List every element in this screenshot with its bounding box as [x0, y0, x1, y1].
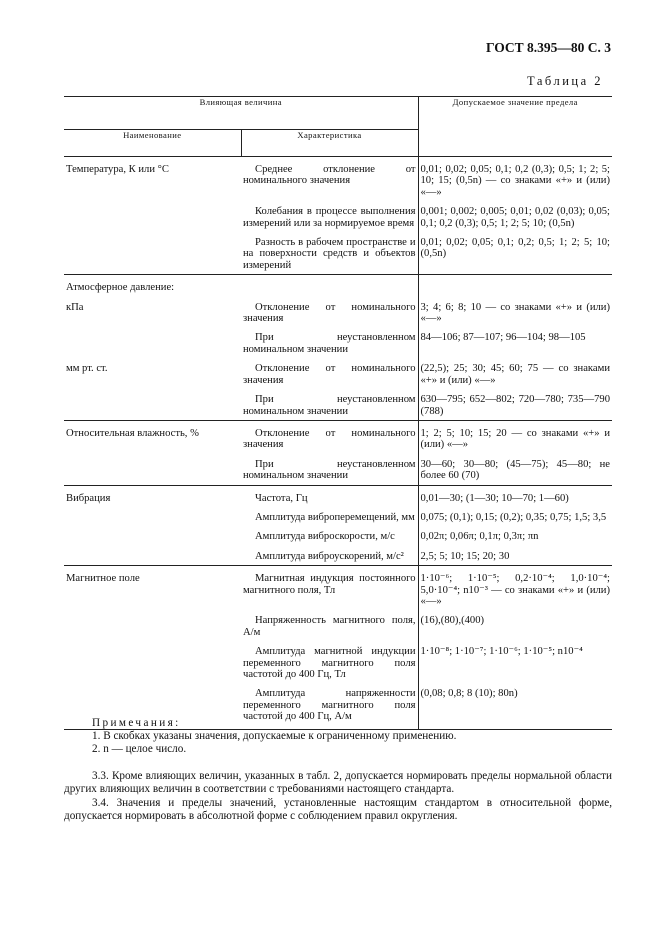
- row-value: 0,02π; 0,06π; 0,1π; 0,3π; πn: [418, 531, 612, 542]
- row-value: 0,001; 0,002; 0,005; 0,01; 0,02 (0,03); 0,05; 0,1; 0,2 (0,3); 0,5; 1; 2; 5; 10; (0,5n): [418, 206, 612, 229]
- row-name: мм рт. ст.: [66, 363, 108, 375]
- table-row: [64, 394, 612, 420]
- row-name: [64, 206, 241, 229]
- row-name: Магнитное поле: [66, 573, 140, 585]
- row-name: [64, 551, 241, 566]
- row-value: (22,5); 25; 30; 45; 60; 75 — со знаками «+» и (или) «—»: [418, 363, 612, 386]
- row-name: [64, 237, 241, 275]
- row-characteristic: Амплитуда виброскорости, м/с: [255, 531, 395, 543]
- table-label: Таблица 2: [527, 74, 603, 88]
- table-row: [64, 275, 612, 294]
- header-characteristic: Характеристика: [241, 130, 418, 157]
- row-characteristic: Колебания в процессе выполнения измерений или за нормируемое время: [243, 206, 416, 229]
- table-row: [64, 237, 612, 275]
- row-name: Температура, К или °С: [66, 164, 169, 175]
- row-characteristic: Амплитуда напряженности переменного магнитного поля частотой до 400 Гц, А/м: [241, 688, 418, 729]
- row-value: 30—60; 30—80; (45—75); 45—80; не более 60 (70): [418, 459, 612, 485]
- row-characteristic: Амплитуда магнитной индукции переменного магнитного поля частотой до 400 Гц, Тл: [243, 646, 416, 680]
- row-value: 630—795; 652—802; 720—780; 735—790 (788): [418, 394, 612, 420]
- note-item: 1. В скобках указаны значения, допускаемые к ограниченному применению.: [92, 730, 457, 742]
- table-row: [64, 459, 612, 485]
- row-value: (16),(80),(400): [418, 615, 612, 638]
- row-name: Атмосферное давление:: [66, 282, 175, 294]
- row-characteristic: Частота, Гц: [255, 492, 308, 504]
- row-value: 0,01; 0,02; 0,05; 0,1; 0,2; 0,5; 1; 2; 5; 10; (0,5n): [418, 237, 612, 275]
- row-value: [418, 275, 612, 294]
- table-row: [64, 531, 612, 542]
- note-item: 2. n — целое число.: [92, 743, 187, 755]
- table-row: [64, 420, 612, 450]
- row-value: 84—106; 87—107; 96—104; 98—105: [418, 332, 612, 355]
- table-row: [64, 551, 612, 566]
- table-row: [64, 512, 612, 523]
- paragraph-3-4: 3.4. Значения и пределы значений, установленные настоящим стандартом в относительной форме, допускается нормировать в абсолютной форме с соблюдением правил округления.: [64, 797, 612, 822]
- row-value: (0,08; 0,8; 8 (10); 80n): [418, 688, 612, 729]
- row-value: 1·10⁻⁶; 1·10⁻⁵; 0,2·10⁻⁴; 1,0·10⁻⁴; 5,0·10⁻⁴; n10⁻³ — со знаками «+» и (или) «—»: [418, 566, 612, 608]
- row-value: 0,075; (0,1); 0,15; (0,2); 0,35; 0,75; 1,5; 3,5: [418, 512, 612, 523]
- row-value: 2,5; 5; 10; 15; 20; 30: [418, 551, 612, 566]
- limits-table: [64, 96, 612, 730]
- row-name: [64, 646, 241, 680]
- header-name: Наименование: [64, 130, 241, 157]
- row-characteristic: Амплитуда виброускорений, м/с²: [241, 551, 418, 566]
- row-name: [64, 512, 241, 523]
- table-row: [64, 332, 612, 355]
- row-name: [64, 332, 241, 355]
- table-row: [64, 485, 612, 504]
- row-name: [64, 531, 241, 542]
- row-characteristic: Отклонение от номинального значения: [243, 427, 416, 451]
- row-name: Вибрация: [66, 492, 111, 504]
- row-characteristic: Напряженность магнитного поля, А/м: [243, 615, 416, 638]
- row-name: [64, 615, 241, 638]
- row-value: 0,01—30; (1—30; 10—70; 1—60): [418, 485, 612, 504]
- table-row: [64, 302, 612, 325]
- row-characteristic: При неустановленном номинальном значении: [241, 459, 418, 485]
- row-characteristic: Отклонение от номинального значения: [243, 363, 416, 386]
- row-value: 1·10⁻⁸; 1·10⁻⁷; 1·10⁻⁶; 1·10⁻⁵; n10⁻⁴: [418, 646, 612, 680]
- paragraph-3-3: 3.3. Кроме влияющих величин, указанных в табл. 2, допускается нормировать пределы нормальной области других влияющих величин в соответствии с требованиями настоящего стандарта.: [64, 770, 612, 795]
- row-characteristic: [241, 275, 418, 294]
- table-row: [64, 615, 612, 638]
- document-code: ГОСТ 8.395—80 С. 3: [485, 40, 611, 55]
- table-row: [64, 363, 612, 386]
- table-row: [64, 157, 612, 199]
- row-name: [64, 459, 241, 485]
- row-value: 0,01; 0,02; 0,05; 0,1; 0,2 (0,3); 0,5; 1; 2; 5; 10; 15; (0,5n) — со знаками «+» и (или) «—»: [418, 157, 612, 199]
- notes-block: [92, 717, 456, 756]
- row-value: 3; 4; 6; 8; 10 — со знаками «+» и (или) «—»: [418, 302, 612, 325]
- notes-heading: Примечания:: [92, 717, 181, 729]
- row-characteristic: Амплитуда виброперемещений, мм: [255, 511, 415, 523]
- header-influencing-quantity: Влияющая величина: [64, 97, 418, 130]
- table-row: [64, 566, 612, 608]
- row-name: Относительная влажность, %: [66, 427, 199, 439]
- row-characteristic: Магнитная индукция постоянного магнитного поля, Тл: [243, 573, 416, 596]
- row-value: 1; 2; 5; 10; 15; 20 — со знаками «+» и (или) «—»: [418, 420, 612, 450]
- table-row: [64, 206, 612, 229]
- row-characteristic: При неустановленном номинальном значении: [241, 394, 418, 420]
- row-characteristic: Отклонение от номинального значения: [243, 301, 416, 325]
- row-characteristic: Среднее отклонение от номинального значения: [243, 164, 416, 187]
- table-row: [64, 646, 612, 680]
- row-name: [64, 394, 241, 420]
- row-characteristic: При неустановленном номинальном значении: [243, 332, 416, 355]
- row-characteristic: Разность в рабочем пространстве и на поверхности средств и объектов измерений: [241, 237, 418, 275]
- header-allowed-value: Допускаемое значение предела: [418, 97, 612, 157]
- row-name: кПа: [66, 301, 84, 313]
